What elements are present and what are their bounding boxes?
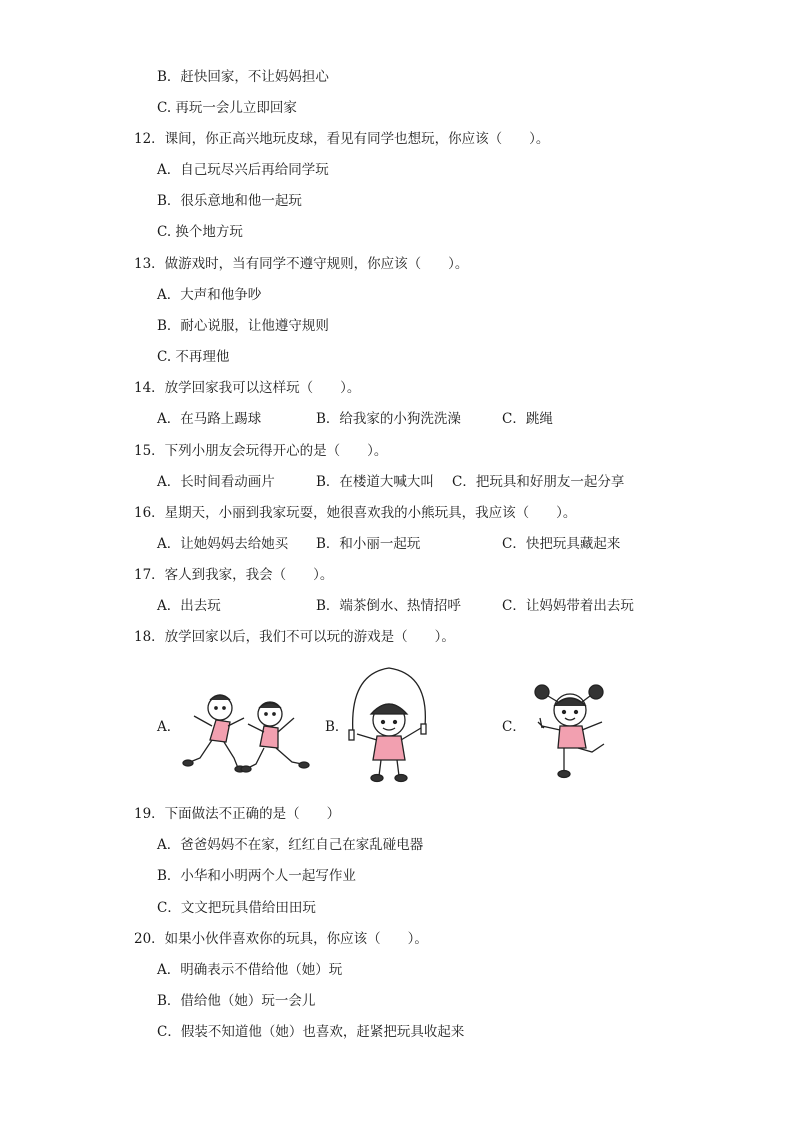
question-15-stem: 15．下列小朋友会玩得开心的是（ ）。 [134,443,388,459]
question-13-stem: 13．做游戏时，当有同学不遵守规则，你应该（ ）。 [134,256,469,272]
question-12-stem: 12．课间，你正高兴地玩皮球，看见有同学也想玩，你应该（ ）。 [134,131,550,147]
question-14-stem: 14．放学回家我可以这样玩（ ）。 [134,380,361,396]
question-19-option-c: C．文文把玩具借给田田玩 [157,900,316,916]
question-12-option-c: C. 换个地方玩 [157,224,243,240]
question-18-label-c: C． [502,719,526,735]
question-19-option-b: B．小华和小明两个人一起写作业 [157,868,356,884]
question-13-option-c: C. 不再理他 [157,349,230,365]
question-17-option-c: C．让妈妈带着出去玩 [502,598,634,614]
question-20-stem: 20．如果小伙伴喜欢你的玩具，你应该（ ）。 [134,931,428,947]
question-16-option-b: B．和小丽一起玩 [316,536,421,552]
question-20-option-a: A．明确表示不借给他（她）玩 [157,962,343,978]
question-14-option-c: C．跳绳 [502,411,553,427]
question-12-option-a: A．自己玩尽兴后再给同学玩 [157,162,329,178]
question-13-option-b: B．耐心说服，让他遵守规则 [157,318,329,334]
girl-kicking-shuttlecock-illustration [530,682,620,782]
question-16-option-c: C．快把玩具藏起来 [502,536,621,552]
question-15-option-c: C．把玩具和好朋友一起分享 [452,474,625,490]
question-14-option-a: A．在马路上踢球 [157,411,262,427]
question-15-option-a: A．长时间看动画片 [157,474,275,490]
question-13-option-a: A．大声和他争吵 [157,287,262,303]
question-18-stem: 18．放学回家以后，我们不可以玩的游戏是（ ）。 [134,629,455,645]
question-17-option-b: B．端茶倒水、热情招呼 [316,598,461,614]
question-17-stem: 17．客人到我家，我会（ ）。 [134,567,334,583]
question-20-option-b: B．借给他（她）玩一会儿 [157,993,316,1009]
question-18-label-a: A． [157,719,181,735]
question-16-option-a: A．让她妈妈去给她买 [157,536,289,552]
question-14-option-b: B．给我家的小狗洗洗澡 [316,411,461,427]
question-17-option-a: A．出去玩 [157,598,221,614]
girl-jumping-rope-illustration [343,664,435,786]
question-18-label-b: B． [325,719,349,735]
question-16-stem: 16．星期天，小丽到我家玩耍，她很喜欢我的小熊玩具，我应该（ ）。 [134,505,577,521]
option-c: C. 再玩一会儿立即回家 [157,100,297,116]
question-19-option-a: A．爸爸妈妈不在家，红红自己在家乱碰电器 [157,837,424,853]
question-12-option-b: B．很乐意地和他一起玩 [157,193,302,209]
option-b: B．赶快回家，不让妈妈担心 [157,69,329,85]
question-19-stem: 19．下面做法不正确的是（ ） [134,806,341,822]
question-20-option-c: C．假装不知道他（她）也喜欢，赶紧把玩具收起来 [157,1024,465,1040]
two-boys-fighting-illustration [180,688,315,776]
question-15-option-b: B．在楼道大喊大叫 [316,474,434,490]
